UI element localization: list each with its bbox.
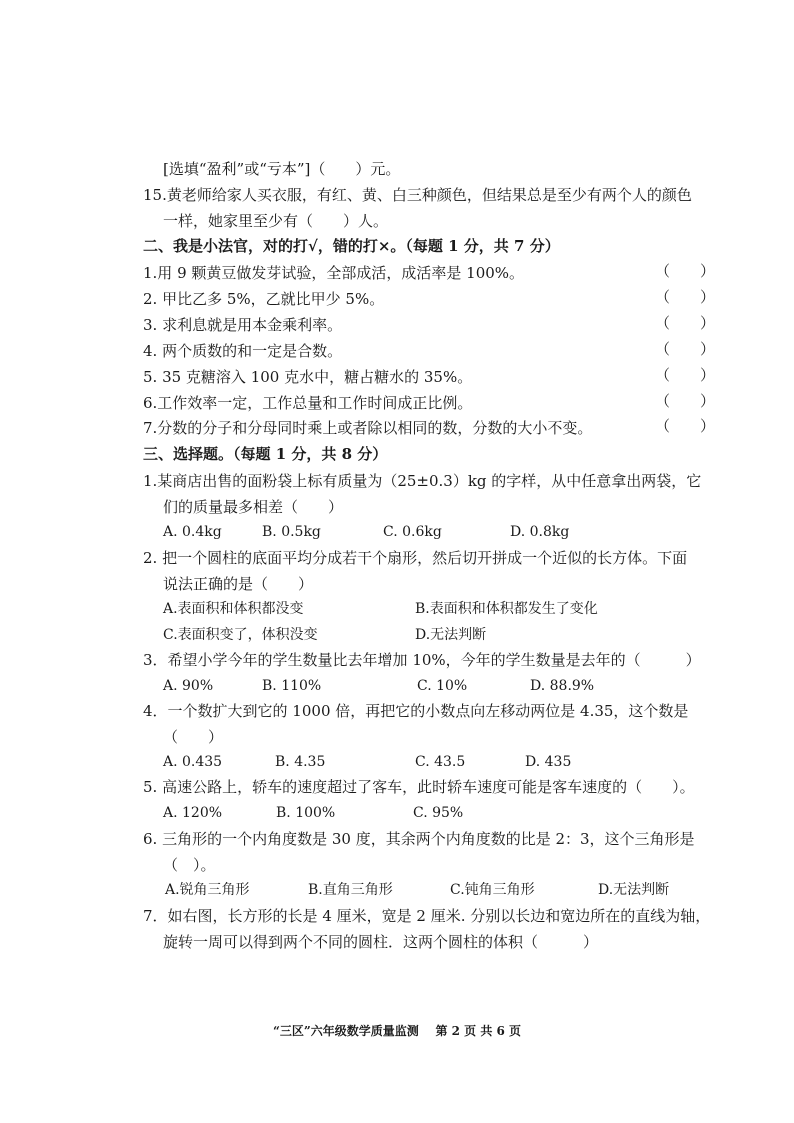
judge-item-1: 1.用 9 颗黄豆做发芽试验，全部成活，成活率是 100%。 [143,264,525,282]
choice-1-option-b: B. 0.5kg [262,524,321,540]
q15-line2: 一样，她家里至少有（ ）人。 [163,212,389,230]
choice-4-line2: （ ） [163,728,224,746]
choice-1-line2: 们的质量最多相差（ ） [163,498,344,516]
choice-3-option-b: B. 110% [262,678,322,694]
choice-6-line2: （ ）。 [163,856,216,874]
choice-6-option-a: A.锐角三角形 [165,882,250,898]
choice-4-option-d: D. 435 [525,754,572,770]
choice-3-option-a: A. 90% [163,678,214,694]
choice-1-option-a: A. 0.4kg [163,524,222,540]
choice-6-option-b: B.直角三角形 [308,882,393,898]
choice-6-option-d: D.无法判断 [598,882,670,898]
choice-7-line1: 7．如右图，长方形的长是 4 厘米，宽是 2 厘米. 分别以长边和宽边所在的直线为轴， [143,907,711,925]
judge-answer-7: （ ） [655,417,716,435]
judge-answer-2: （ ） [655,288,716,306]
choice-3-line1: 3．希望小学今年的学生数量比去年增加 10%，今年的学生数量是去年的（ ） [143,651,701,669]
choice-1-line1: 1.某商店出售的面粉袋上标有质量为（25±0.3）kg 的字样，从中任意拿出两袋，它 [143,472,702,490]
judge-item-5: 5. 35 克糖溶入 100 克水中，糖占糖水的 35%。 [143,368,473,386]
choice-6-line1: 6. 三角形的一个内角度数是 30 度，其余两个内角度数的比是 2：3，这个三角形是 [143,830,695,848]
choice-5-option-b: B. 100% [276,805,336,821]
choice-1-option-d: D. 0.8kg [510,524,570,540]
choice-4-option-c: C. 43.5 [415,754,466,770]
choice-4-line1: 4．一个数扩大到它的 1000 倍，再把它的小数点向左移动两位是 4.35，这个数是 [143,702,689,720]
q14-tail: [选填“盈利”或“亏本”]（ ）元。 [163,160,401,178]
judge-answer-1: （ ） [655,262,716,280]
choice-3-option-c: C. 10% [417,678,468,694]
judge-answer-4: （ ） [655,340,716,358]
judge-item-4: 4. 两个质数的和一定是合数。 [143,342,343,360]
choice-2-option-c: C.表面积变了，体积没变 [163,627,318,643]
choice-2-option-d: D.无法判断 [415,627,487,643]
choice-2-option-a: A.表面积和体积都没变 [163,601,304,617]
choice-1-option-c: C. 0.6kg [383,524,442,540]
judge-item-3: 3. 求利息就是用本金乘利率。 [143,316,343,334]
choice-3-option-d: D. 88.9% [530,678,595,694]
judge-item-6: 6.工作效率一定，工作总量和工作时间成正比例。 [143,394,473,412]
page-footer [0,1022,794,1039]
judge-answer-6: （ ） [655,392,716,410]
judge-item-2: 2. 甲比乙多 5%，乙就比甲少 5%。 [143,290,385,308]
judge-item-7: 7.分数的分子和分母同时乘上或者除以相同的数，分数的大小不变。 [143,419,593,437]
choice-5-option-a: A. 120% [163,805,223,821]
choice-5-option-c: C. 95% [413,805,464,821]
choice-4-option-a: A. 0.435 [163,754,223,770]
choice-2-option-b: B.表面积和体积都发生了变化 [415,601,598,617]
exam-title: “三区”六年级数学质量监测 [272,1024,419,1038]
choice-2-line2: 说法正确的是（ ） [163,575,314,593]
section-2-heading: 二、我是小法官，对的打√，错的打×。（每题 1 分，共 7 分） [143,237,560,255]
choice-6-option-c: C.钝角三角形 [450,882,535,898]
choice-5-line1: 5. 高速公路上，轿车的速度超过了客车，此时轿车速度可能是客车速度的（ ）。 [143,778,695,796]
choice-2-line1: 2. 把一个圆柱的底面平均分成若干个扇形，然后切开拼成一个近似的长方体。下面 [143,549,688,567]
choice-4-option-b: B. 4.35 [275,754,326,770]
q15-line1: 15.黄老师给家人买衣服，有红、黄、白三种颜色，但结果总是至少有两个人的颜色 [143,186,692,204]
section-3-heading: 三、选择题。（每题 1 分，共 8 分） [143,445,388,463]
page-number: 第 2 页 共 6 页 [435,1024,522,1038]
choice-7-line2: 旋转一周可以得到两个不同的圆柱．这两个圆柱的体积（ ） [163,933,599,951]
judge-answer-5: （ ） [655,366,716,384]
judge-answer-3: （ ） [655,314,716,332]
